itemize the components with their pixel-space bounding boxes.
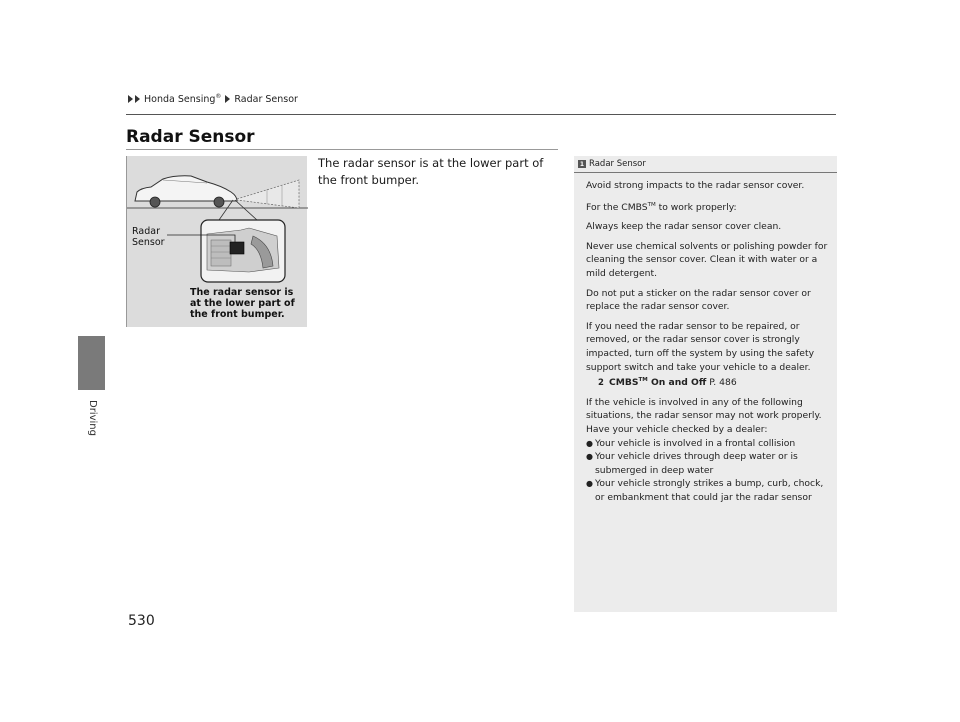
cross-reference-icon: 2 xyxy=(598,378,604,389)
radar-beam-icon xyxy=(237,180,299,208)
main-body-text: The radar sensor is at the lower part of the front bumper. xyxy=(318,156,544,187)
section-tab-marker xyxy=(78,336,105,390)
breadcrumb-arrow-icon xyxy=(128,95,133,103)
breadcrumb xyxy=(128,93,302,105)
list-item: ● Your vehicle drives through deep water or is submerged in deep water xyxy=(586,450,829,477)
sidebar-bullet-list xyxy=(586,437,829,505)
breadcrumb-item-honda-sensing[interactable]: Honda Sensing® xyxy=(144,93,222,106)
sidebar-paragraph: If the vehicle is involved in any of the following situations, the radar sensor may not work properly. Have your vehicle checked by a dealer: xyxy=(586,396,822,436)
sidebar-paragraph: If you need the radar sensor to be repaired, or removed, or the radar sensor cover is strongly impacted, turn off the system by using the safety support switch and take your vehicle to a dealer. 2 CMBS™ On and Off P. 486 xyxy=(586,320,815,389)
car-wheel-icon xyxy=(150,197,160,207)
sidebar-paragraph: Do not put a sticker on the radar sensor cover or replace the radar sensor cover. xyxy=(586,287,811,313)
breadcrumb-arrow-icon xyxy=(225,95,230,103)
sidebar-paragraph: Avoid strong impacts to the radar sensor cover. xyxy=(586,180,805,191)
title-divider xyxy=(126,149,558,150)
note-marker-icon: 1 xyxy=(579,160,585,168)
car-wheel-icon xyxy=(214,197,224,207)
page-number: 530 xyxy=(128,613,155,629)
sidebar-heading: 1 Radar Sensor xyxy=(574,156,837,173)
sidebar-paragraph: For the CMBS™ to work properly: xyxy=(586,201,737,213)
sidebar-body xyxy=(574,173,837,505)
sidebar-paragraph: Never use chemical solvents or polishing powder for cleaning the sensor cover. Clean it with water or a mild detergent. xyxy=(586,240,828,280)
list-item: ● Your vehicle is involved in a frontal collision xyxy=(586,437,829,451)
sidebar-paragraph: Always keep the radar sensor cover clean. xyxy=(586,221,782,233)
radar-sensor-illustration xyxy=(126,156,307,327)
cross-reference-link[interactable]: 2 CMBS™ On and Off P. 486 xyxy=(598,377,737,389)
notes-sidebar xyxy=(574,156,837,612)
page-title: Radar Sensor xyxy=(126,127,255,147)
radar-sensor-label: Radar Sensor xyxy=(132,226,165,248)
section-tab-label: Driving xyxy=(87,400,98,436)
illustration-caption: The radar sensor is at the lower part of the front bumper. xyxy=(190,287,295,320)
breadcrumb-arrow-icon xyxy=(135,95,140,103)
header-divider xyxy=(126,114,836,115)
car-silhouette-icon xyxy=(135,176,237,201)
list-item: ● Your vehicle strongly strikes a bump, curb, chock, or embankment that could jar the radar sensor xyxy=(586,477,829,504)
radar-sensor-icon xyxy=(230,242,244,254)
breadcrumb-item-radar-sensor[interactable]: Radar Sensor xyxy=(234,93,298,105)
